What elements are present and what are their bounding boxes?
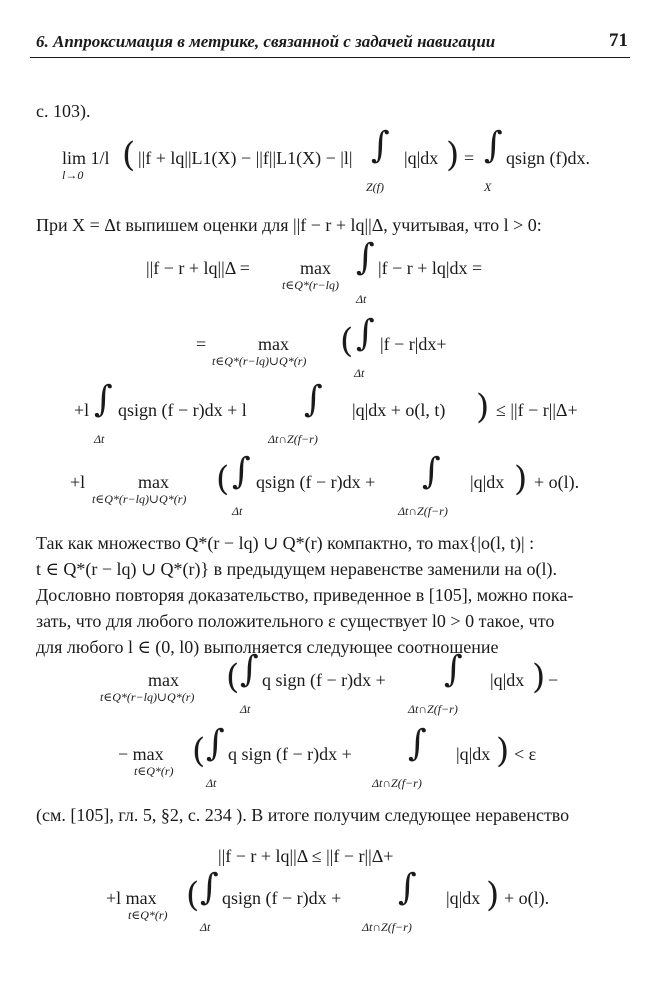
f5-int-sub-1: Δt bbox=[232, 504, 243, 518]
f9-lead: +l max bbox=[106, 888, 157, 908]
f4-integral-2: ∫ bbox=[304, 379, 323, 420]
f9-paren-l: ( bbox=[186, 875, 200, 915]
f7-integral-2: ∫ bbox=[408, 723, 427, 764]
f1-int-sub-1: Z(f) bbox=[366, 180, 384, 194]
f5-integral-1: ∫ bbox=[232, 451, 251, 492]
ref-fragment: с. 103). bbox=[36, 101, 91, 121]
paragraph-2-line: Дословно повторяя доказательство, приведенное в [105], можно пока- bbox=[36, 585, 574, 605]
f7-paren-r: ) bbox=[496, 731, 510, 771]
f6-int-sub-2: Δt∩Z(f−r) bbox=[408, 702, 458, 716]
f7-integrand-2: |q|dx bbox=[456, 744, 491, 764]
header-title: 6. Аппроксимация в метрике, связанной с задачей навигации bbox=[36, 32, 496, 51]
paragraph-3: (см. [105], гл. 5, §2, с. 234 ). В итоге получим следующее неравенство bbox=[36, 805, 570, 825]
f2-max: max bbox=[300, 258, 331, 278]
f4-rhs: ≤ ||f − r||Δ+ bbox=[496, 400, 578, 420]
f7-int-sub-1: Δt bbox=[206, 776, 217, 790]
f1-right-paren: ) bbox=[446, 135, 460, 175]
f2-int-sub: Δt bbox=[356, 292, 367, 306]
f6-integral-2: ∫ bbox=[444, 649, 463, 690]
f9-integrand-1: qsign (f − r)dx + bbox=[222, 888, 342, 908]
formula-8: ||f − r + lq||Δ ≤ ||f − r||Δ+ bbox=[218, 846, 394, 866]
f4-lead: +l bbox=[74, 400, 90, 420]
f1-integrand-2: qsign (f)dx. bbox=[506, 148, 590, 168]
f7-paren-l: ( bbox=[192, 731, 206, 771]
f9-max-sub: t∈Q*(r) bbox=[128, 908, 168, 922]
f7-lead: − max bbox=[118, 744, 164, 764]
f1-body: ||f + lq||L1(X) − ||f||L1(X) − |l| bbox=[138, 148, 353, 168]
f5-paren-r: ) bbox=[514, 459, 528, 499]
f5-integrand-1: qsign (f − r)dx + bbox=[256, 472, 376, 492]
f6-paren-l: ( bbox=[226, 657, 240, 697]
f9-paren-r: ) bbox=[486, 875, 500, 915]
f9-int-sub-2: Δt∩Z(f−r) bbox=[362, 920, 412, 934]
f1-integral-1: ∫ bbox=[371, 125, 390, 166]
f3-integrand: |f − r|dx+ bbox=[380, 334, 447, 354]
f6-max-sub: t∈Q*(r−lq)∪Q*(r) bbox=[100, 690, 195, 704]
f5-paren-l: ( bbox=[216, 459, 230, 499]
f4-int-sub-2: Δt∩Z(f−r) bbox=[268, 432, 318, 446]
f9-integral-2: ∫ bbox=[398, 867, 417, 908]
f9-int-sub-1: Δt bbox=[200, 920, 211, 934]
f9-integrand-2: |q|dx bbox=[446, 888, 481, 908]
f7-integral-1: ∫ bbox=[206, 723, 225, 764]
f1-lim-sub: l→0 bbox=[62, 168, 84, 182]
f1-integral-2: ∫ bbox=[484, 125, 503, 166]
f5-max: max bbox=[138, 472, 169, 492]
paragraph-2-line: t ∈ Q*(r − lq) ∪ Q*(r)} в предыдущем неравенстве заменили на o(l). bbox=[36, 559, 558, 579]
f1-lim: lim 1/l bbox=[62, 148, 110, 168]
f4-integrand-1: qsign (f − r)dx + l bbox=[118, 400, 247, 420]
f1-integrand-1: |q|dx bbox=[404, 148, 439, 168]
paragraph-2-line: зать, что для любого положительного ε существует l0 > 0 такое, что bbox=[36, 611, 555, 631]
f1-eq: = bbox=[464, 148, 475, 168]
f6-tail: − bbox=[548, 670, 559, 690]
f5-integral-2: ∫ bbox=[422, 451, 441, 492]
f4-paren: ) bbox=[476, 387, 490, 427]
running-header bbox=[30, 30, 630, 58]
header-rule bbox=[30, 57, 630, 58]
f6-integrand-2: |q|dx bbox=[490, 670, 525, 690]
f4-integrand-2: |q|dx + o(l, t) bbox=[352, 400, 446, 420]
f6-integrand-1: q sign (f − r)dx + bbox=[262, 670, 386, 690]
paragraph-2-line: Так как множество Q*(r − lq) ∪ Q*(r) компактно, то max{|o(l, t)| : bbox=[36, 533, 535, 553]
f3-int-sub: Δt bbox=[354, 366, 365, 380]
f5-integrand-2: |q|dx bbox=[470, 472, 505, 492]
f1-int-sub-2: X bbox=[484, 180, 492, 194]
f4-integral-1: ∫ bbox=[94, 379, 113, 420]
f7-max-sub: t∈Q*(r) bbox=[134, 764, 174, 778]
f5-max-sub: t∈Q*(r−lq)∪Q*(r) bbox=[92, 492, 187, 506]
f3-integral: ∫ bbox=[356, 313, 375, 354]
f9-integral-1: ∫ bbox=[200, 867, 219, 908]
f6-integral-1: ∫ bbox=[240, 649, 259, 690]
f6-max: max bbox=[148, 670, 179, 690]
f5-tail: + o(l). bbox=[534, 472, 580, 492]
f6-paren-r: ) bbox=[532, 657, 546, 697]
page-number: 71 bbox=[609, 30, 628, 51]
f5-int-sub-2: Δt∩Z(f−r) bbox=[398, 504, 448, 518]
f1-left-paren: ( bbox=[122, 135, 136, 175]
f2-lhs: ||f − r + lq||Δ = bbox=[146, 258, 250, 278]
f3-max-sub: t∈Q*(r−lq)∪Q*(r) bbox=[212, 354, 307, 368]
f5-lead: +l bbox=[70, 472, 86, 492]
f3-max: max bbox=[258, 334, 289, 354]
f4-int-sub-1: Δt bbox=[94, 432, 105, 446]
f2-integrand: |f − r + lq|dx = bbox=[378, 258, 483, 278]
f7-integrand-1: q sign (f − r)dx + bbox=[228, 744, 352, 764]
f2-max-sub: t∈Q*(r−lq) bbox=[282, 278, 339, 292]
f2-integral: ∫ bbox=[356, 237, 375, 278]
f7-int-sub-2: Δt∩Z(f−r) bbox=[372, 776, 422, 790]
f6-int-sub-1: Δt bbox=[240, 702, 251, 716]
f9-tail: + o(l). bbox=[504, 888, 550, 908]
f3-paren: ( bbox=[340, 321, 354, 361]
paragraph-1: При X = Δt выпишем оценки для ||f − r + lq||Δ, учитывая, что l > 0: bbox=[36, 215, 542, 235]
f7-tail: < ε bbox=[514, 744, 537, 764]
paragraph-2-line: для любого l ∈ (0, l0) выполняется следующее соотношение bbox=[36, 637, 499, 657]
f3-lhs: = bbox=[196, 334, 207, 354]
